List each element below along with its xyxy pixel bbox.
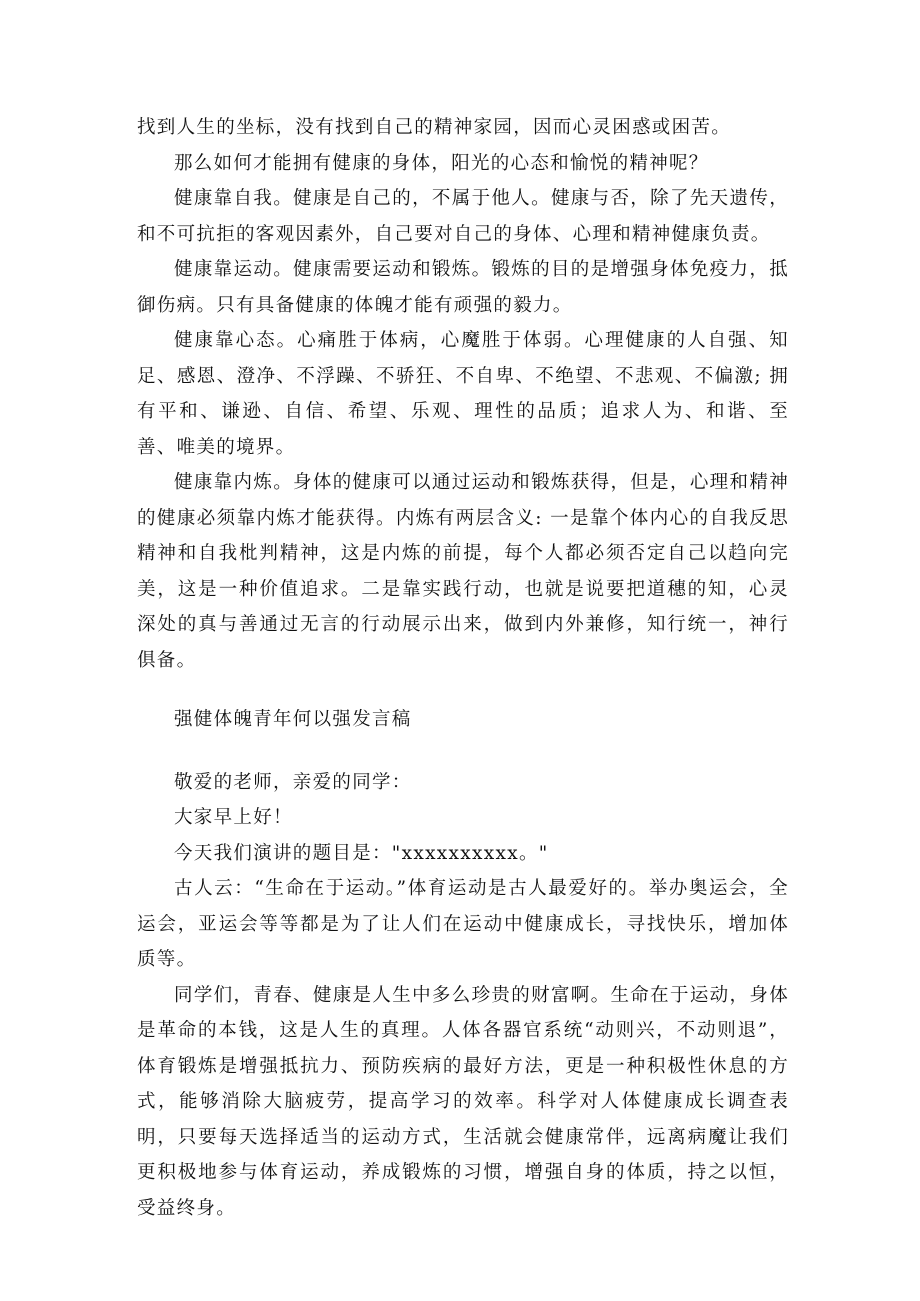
speech-topic: 今天我们演讲的题目是："xxxxxxxxxx。"	[174, 842, 549, 864]
paragraph-health-inner: 健康靠内炼。身体的健康可以通过运动和锻炼获得，但是，心理和精神的健康必须靠内炼才能获得。内炼有两层含义: 一是靠个体内心的自我反思精神和自我枇判精神，这是内炼的前提，每个人都必须否定自己以趋向完美，这是一种价值追求。二是靠实践行动，也就是说要把道穗的知，心灵深处的真与善通过无言的行动展示出来，做到内外兼修，知行统一，神行俱备。	[137, 472, 789, 671]
document-page	[137, 110, 789, 1226]
paragraph-health-mindset: 健康靠心态。心痛胜于体病，心魔胜于体弱。心理健康的人自强、知足、感恩、澄净、不浮躁、不骄狂、不自卑、不绝望、不悲观、不偏激; 拥有平和、谦逊、自信、希望、乐观、理性的品质；追求人为、和谐、至善、唯美的境界。	[137, 330, 789, 458]
paragraph-health-exercise: 健康靠运动。健康需要运动和锻炼。锻炼的目的是增强身体免疫力，抵御伤病。只有具备健康的体魄才能有顽强的毅力。	[137, 259, 789, 316]
paragraph-continuation: 找到人生的坐标，没有找到自己的精神家园，因而心灵困惑或困苦。	[137, 117, 732, 138]
speech-greeting: 大家早上好！	[174, 807, 293, 828]
speech-paragraph-ancients: 古人云：“生命在于运动。”体育运动是古人最爱好的。举办奥运会，全运会，亚运会等等都是为了让人们在运动中健康成长，寻找快乐，增加体质等。	[137, 878, 789, 970]
speech-salutation: 敬爱的老师，亲爱的同学：	[174, 771, 412, 793]
paragraph-question: 那么如何才能拥有健康的身体，阳光的心态和愉悦的精神呢？	[174, 152, 709, 174]
speech-paragraph-classmates: 同学们，青春、健康是人生中多么珍贵的财富啊。生命在于运动，身体是革命的本钱，这是人生的真理。人体各器官系统“动则兴，不动则退”，体育锻炼是增强抵抗力、预防疾病的最好方法，更是一种积极性休息的方式，能够消除大脑疲劳，提高学习的效率。科学对人体健康成长调查表明，只要每天选择适当的运动方式，生活就会健康常伴，远离病魔让我们更积极地参与体育运动，养成锻炼的习惯，增强自身的体质，持之以恒，受益终身。	[137, 984, 789, 1219]
speech-title: 强健体魄青年何以强发言稿	[174, 709, 412, 730]
paragraph-health-self: 健康靠自我。健康是自己的，不属于他人。健康与否，除了先天遗传，和不可抗拒的客观因素外，自己要对自己的身体、心理和精神健康负责。	[137, 188, 789, 245]
